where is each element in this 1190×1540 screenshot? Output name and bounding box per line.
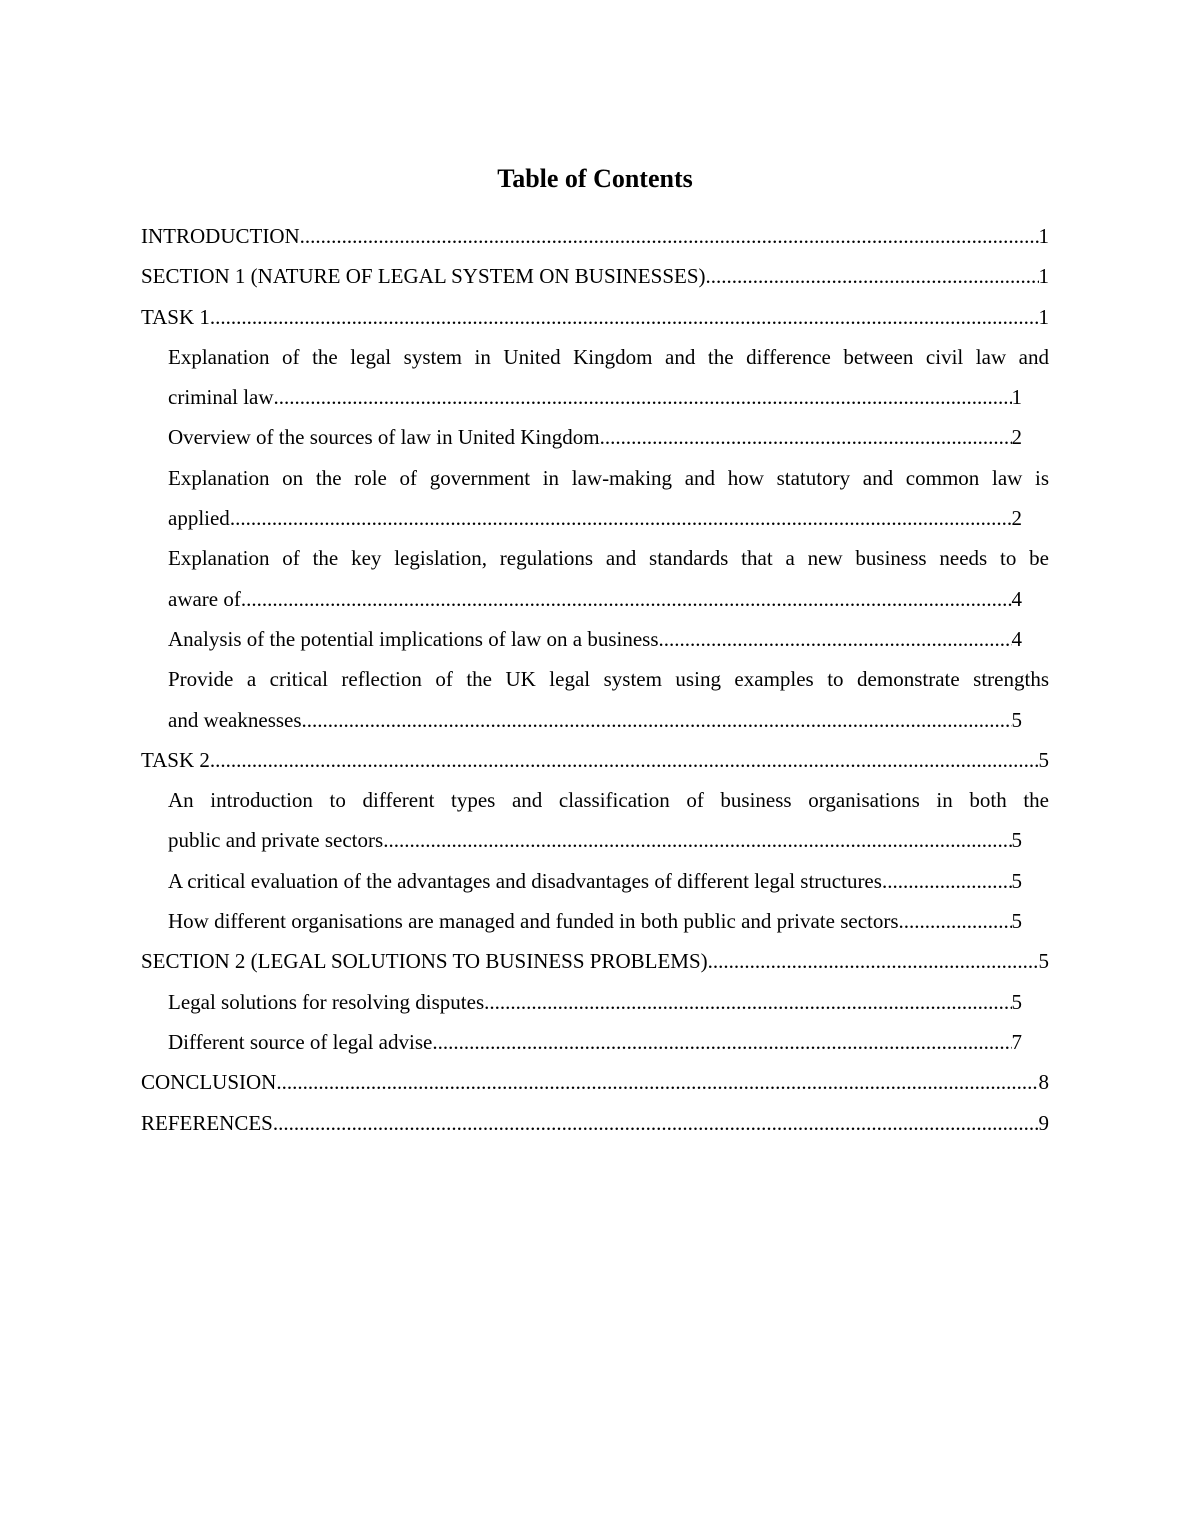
toc-entry-text: and weaknesses — [168, 707, 302, 732]
toc-page-number: 5 — [1011, 868, 1022, 893]
toc-entry-role-of-government[interactable] — [168, 458, 1049, 539]
toc-entry-business-organisations[interactable] — [168, 780, 1049, 861]
toc-page-number: 7 — [1011, 1029, 1022, 1054]
toc-page-number: 2 — [1011, 425, 1022, 450]
page-title: Table of Contents — [497, 164, 693, 193]
toc-entry-legal-advise[interactable] — [168, 1022, 1049, 1062]
toc-entry-lead-text: Provide a critical reflection of the UK legal system using examples to demonstrate strengths — [168, 667, 1049, 692]
toc-page-number: 1 — [1038, 264, 1049, 289]
toc-entry-introduction[interactable] — [141, 216, 1049, 256]
toc-entry-implications-of-law[interactable] — [168, 619, 1049, 659]
toc-leader-dots — [274, 377, 1012, 417]
toc-entry-text: REFERENCES — [141, 1110, 273, 1135]
toc-entry-text: CONCLUSION — [141, 1070, 277, 1095]
toc-entry-lead-text: An introduction to different types and classification of business organisations in both the — [168, 788, 1049, 813]
toc-leader-dots — [210, 297, 1039, 337]
toc-entry-legal-structures[interactable] — [168, 861, 1049, 901]
toc-entry-resolving-disputes[interactable] — [168, 982, 1049, 1022]
toc-entry-text: TASK 2 — [141, 747, 210, 772]
toc-entry-text: A critical evaluation of the advantages and disadvantages of different legal structures — [168, 868, 882, 893]
toc-entry-text: TASK 1 — [141, 304, 210, 329]
toc-entry-management-funding[interactable] — [168, 901, 1049, 941]
toc-leader-dots — [300, 216, 1039, 256]
toc-entry-lead-text: Explanation on the role of government in law-making and how statutory and common law is — [168, 465, 1049, 490]
toc-page-number: 8 — [1038, 1070, 1049, 1095]
toc-page-number: 4 — [1011, 626, 1022, 651]
toc-leader-dots — [659, 619, 1012, 659]
toc-entry-text: Legal solutions for resolving disputes — [168, 989, 485, 1014]
toc-entry-legal-system-explanation[interactable] — [168, 337, 1049, 418]
toc-entry-text: public and private sectors — [168, 828, 384, 853]
toc-leader-dots — [210, 740, 1039, 780]
toc-page-number: 5 — [1038, 949, 1049, 974]
toc-entry-section-2[interactable] — [141, 941, 1049, 981]
toc-entry-text: applied — [168, 506, 230, 531]
toc-page-number: 4 — [1011, 586, 1022, 611]
toc-page-number: 1 — [1038, 224, 1049, 248]
toc-leader-dots — [383, 820, 1011, 860]
toc-leader-dots — [484, 982, 1011, 1022]
toc-page-number: 5 — [1011, 989, 1022, 1014]
toc-page-number: 5 — [1011, 828, 1022, 853]
toc-entry-text: Analysis of the potential implications of law on a business — [168, 626, 659, 651]
toc-leader-dots — [230, 498, 1012, 538]
toc-entry-lead-text: Explanation of the key legislation, regulations and standards that a new business needs to be — [168, 546, 1049, 571]
toc-entry-text: INTRODUCTION — [141, 224, 300, 248]
toc-leader-dots — [882, 861, 1012, 901]
toc-page-number: 9 — [1038, 1110, 1049, 1135]
toc-entry-task-2[interactable] — [141, 740, 1049, 780]
toc-leader-dots — [302, 700, 1012, 740]
toc-page-number: 1 — [1011, 385, 1022, 410]
toc-leader-dots — [899, 901, 1012, 941]
toc-entry-text: aware of — [168, 586, 241, 611]
toc-entry-text: How different organisations are managed and funded in both public and private sectors — [168, 909, 899, 934]
toc-leader-dots — [708, 941, 1039, 981]
toc-page-number: 1 — [1038, 304, 1049, 329]
toc-leader-dots — [432, 1022, 1011, 1062]
toc-entry-task-1[interactable] — [141, 297, 1049, 337]
toc-entry-text: SECTION 2 (LEGAL SOLUTIONS TO BUSINESS PROBLEMS) — [141, 949, 708, 974]
toc-entry-text: SECTION 1 (NATURE OF LEGAL SYSTEM ON BUSINESSES) — [141, 264, 706, 289]
toc-page-number: 5 — [1011, 909, 1022, 934]
toc-entry-sources-of-law[interactable] — [168, 417, 1049, 457]
toc-page-number: 5 — [1038, 747, 1049, 772]
toc-leader-dots — [276, 1062, 1038, 1102]
toc-entry-lead-text: Explanation of the legal system in United Kingdom and the difference between civil law and — [168, 344, 1049, 369]
toc-entry-text: Different source of legal advise — [168, 1029, 433, 1054]
toc-page-number: 2 — [1011, 506, 1022, 531]
toc-entry-key-legislation[interactable] — [168, 538, 1049, 619]
toc-page-number: 5 — [1011, 707, 1022, 732]
toc-entry-critical-reflection[interactable] — [168, 659, 1049, 740]
toc-entry-section-1[interactable] — [141, 256, 1049, 296]
toc-entry-text: Overview of the sources of law in United Kingdom — [168, 425, 600, 450]
toc-leader-dots — [600, 417, 1012, 457]
toc-entry-conclusion[interactable] — [141, 1062, 1049, 1102]
table-of-contents — [141, 216, 1049, 1143]
toc-leader-dots — [241, 579, 1012, 619]
toc-entry-text: criminal law — [168, 385, 274, 410]
toc-entry-references[interactable] — [141, 1103, 1049, 1143]
toc-leader-dots — [273, 1103, 1039, 1143]
toc-leader-dots — [706, 256, 1039, 296]
